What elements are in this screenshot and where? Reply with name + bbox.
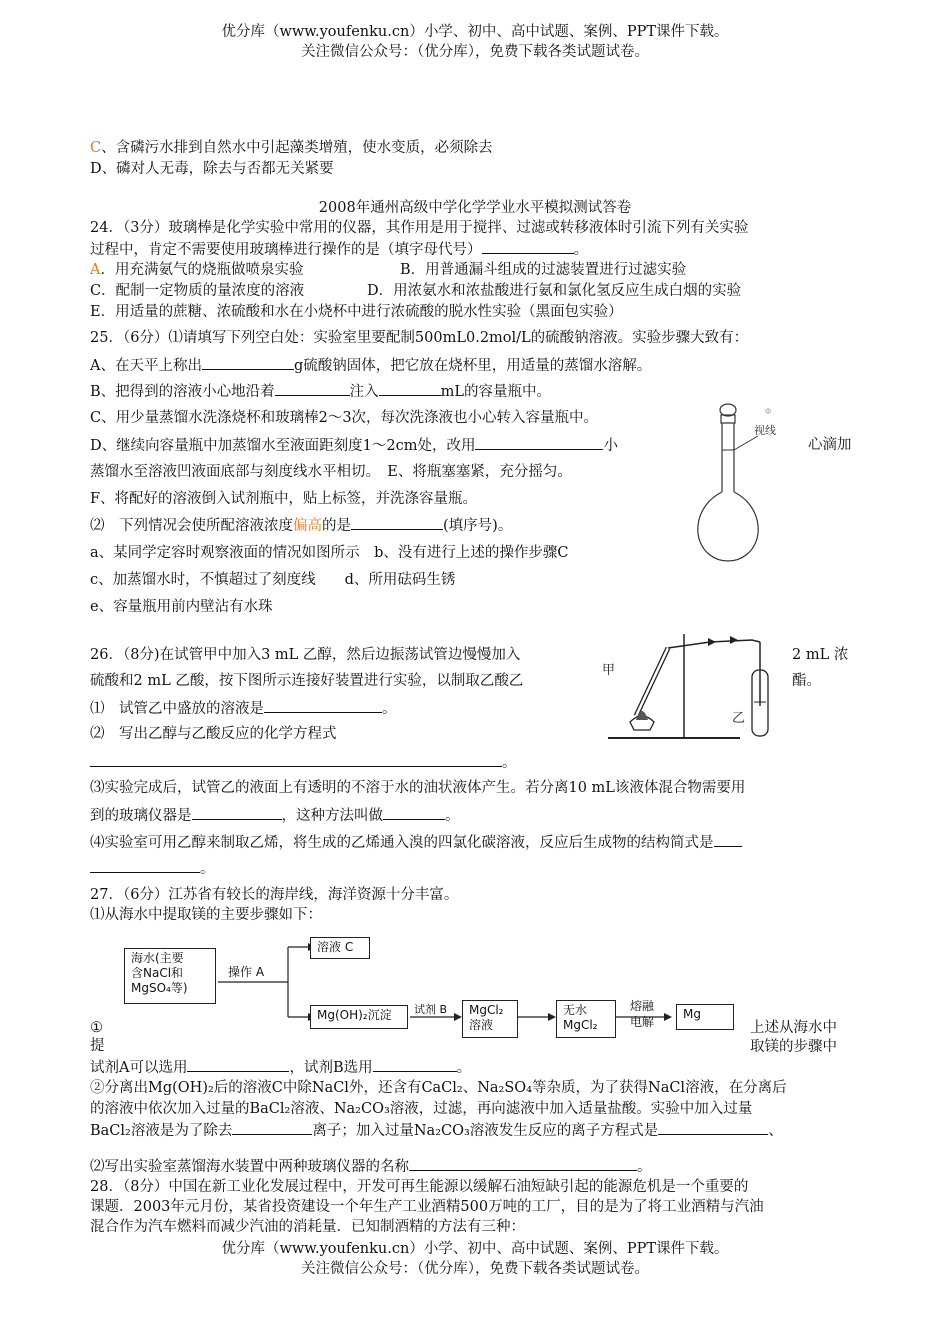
q26-structure-blank-2[interactable] bbox=[90, 858, 200, 873]
q27-c2e-text: 、 bbox=[768, 1123, 783, 1139]
q27-glassware-blank[interactable] bbox=[409, 1156, 637, 1171]
q23-option-c bbox=[90, 138, 493, 158]
q26-p3d-text: 。 bbox=[445, 808, 460, 824]
q25-a-1: A、在天平上称出 bbox=[90, 358, 202, 374]
q25-volume-blank[interactable] bbox=[379, 381, 441, 396]
q24-stem-2-end: 。 bbox=[573, 242, 588, 258]
page-title: 2008年通州高级中学化学学业水平模拟测试答卷 bbox=[318, 200, 632, 216]
q26-method-blank[interactable] bbox=[383, 805, 445, 820]
faint-mark: Φ bbox=[765, 407, 772, 416]
q25-step-b bbox=[90, 381, 551, 402]
q25-step-a bbox=[90, 355, 651, 376]
tube-yi-label: 乙 bbox=[732, 711, 746, 726]
mgcl2-sol-line-2: 溶液 bbox=[469, 1018, 494, 1032]
q27-c1y-text: ，试剂B选用 bbox=[289, 1060, 373, 1076]
q25-d-2: 小 bbox=[603, 438, 618, 454]
seawater-line-3: MgSO₄等) bbox=[131, 981, 188, 995]
seawater-line-2: 含NaCl和 bbox=[131, 966, 184, 980]
q27-reagent-b-blank[interactable] bbox=[373, 1057, 457, 1072]
q25-a-2: g硫酸钠固体，把它放在烧杯里，用适量的蒸馏水溶解。 bbox=[293, 358, 652, 374]
q27-ionic-equation-blank[interactable] bbox=[658, 1120, 768, 1135]
q25-p2-a: ⑵ 下列情况会使所配溶液浓度 bbox=[90, 518, 293, 534]
q25-instrument-blank[interactable] bbox=[275, 381, 350, 396]
q26-p1-text: ⑴ 试管乙中盛放的溶液是 bbox=[90, 701, 264, 717]
flow-mgoh2-box: Mg(OH)₂沉淀 bbox=[310, 1005, 408, 1029]
q26-part-4-cont bbox=[90, 858, 215, 879]
q25-options-cd: c、加蒸馏水时，不慎超过了刻度线 d、所用砝码生锈 bbox=[90, 572, 456, 588]
q27-c2-line-3 bbox=[90, 1120, 783, 1141]
q24-stem-1: 24．（3分）玻璃棒是化学实验中常用的仪器，其作用是用于搅拌、过滤或转移液体时引流下列有关实验 bbox=[90, 220, 749, 236]
q24-a-letter: A bbox=[90, 262, 101, 278]
q25-p2-highlight: 偏高 bbox=[293, 518, 322, 534]
sightline-label: 视线 bbox=[754, 424, 776, 437]
q26-p2-end: 。 bbox=[502, 755, 517, 771]
flow-seawater-box bbox=[124, 948, 216, 1004]
anhydrous-line-2: MgCl₂ bbox=[563, 1018, 598, 1032]
flow-op-a-label: 操作 A bbox=[228, 965, 265, 979]
electrolysis-line-1: 熔融 bbox=[630, 999, 655, 1013]
q27-c2c-text: BaCl₂溶液是为了除去 bbox=[90, 1123, 233, 1139]
q26-equation-blank[interactable] bbox=[90, 752, 502, 767]
q28-line-1: 28．（8分）中国在新工业化发展过程中，开发可再生能源以缓解石油短缺引起的能源危机是一个重要的 bbox=[90, 1179, 749, 1195]
q24-option-b: B．用普通漏斗组成的过滤装置进行过滤实验 bbox=[400, 262, 687, 278]
q26-stem-1-right: 2 mL 浓 bbox=[792, 647, 849, 663]
flow-reagent-b-label: 试剂 B bbox=[414, 1003, 448, 1016]
q25-p2-d: (填序号)。 bbox=[443, 518, 513, 534]
q25-step-d-cont: 蒸馏水至溶液凹液面底部与刻度线水平相切。 E、将瓶塞塞紧，充分摇匀。 bbox=[90, 464, 572, 480]
q27-part-2 bbox=[90, 1156, 652, 1177]
q27-c2d-text: 离子；加入过量Na₂CO₃溶液发生反应的离子方程式是 bbox=[312, 1123, 659, 1139]
q26-part-1 bbox=[90, 698, 397, 719]
q25-d-1: D、继续向容量瓶中加蒸馏水至液面距刻度1～2cm处，改用 bbox=[90, 438, 476, 454]
q24-stem-2 bbox=[90, 239, 588, 260]
q27-reagent-a-blank[interactable] bbox=[187, 1057, 289, 1072]
q27-c1x-text: 试剂A可以选用 bbox=[90, 1060, 188, 1076]
volumetric-flask-figure bbox=[690, 400, 800, 570]
seawater-line-1: 海水(主要 bbox=[131, 951, 184, 965]
q27-c1-char: 提 bbox=[90, 1038, 105, 1054]
q26-p4-end: 。 bbox=[200, 861, 215, 877]
q25-step-d bbox=[90, 435, 618, 456]
mgcl2-sol-line-1: MgCl₂ bbox=[469, 1003, 504, 1017]
q25-stem: 25．（6分）⑴请填写下列空白处：实验室里要配制500mL0.2mol/L的硫酸钠溶液。实验步骤大致有： bbox=[90, 330, 749, 346]
q24-answer-blank[interactable] bbox=[482, 239, 574, 254]
flow-mgcl2-solution-box bbox=[462, 1000, 518, 1038]
q27-c1-marker: ① bbox=[90, 1020, 103, 1036]
q25-part-2 bbox=[90, 515, 512, 536]
q26-structure-blank-1[interactable] bbox=[714, 832, 742, 847]
footer-line-1: 优分库（www.youfenku.cn）小学、初中、高中试题、案例、PPT课件下载。 bbox=[221, 1241, 729, 1257]
q26-stem-2-right: 酯。 bbox=[792, 673, 821, 689]
q27-c1-right-1: 上述从海水中 bbox=[750, 1020, 837, 1036]
q25-b-1: B、把得到的溶液小心地沿着 bbox=[90, 384, 275, 400]
q26-stem-2: 硫酸和2 mL 乙酸，按下图所示连接好装置进行实验，以制取乙酸乙 bbox=[90, 673, 524, 689]
q27-c1z-text: 。 bbox=[456, 1060, 472, 1076]
q25-options-ab: a、某同学定容时观察液面的情况如图所示 b、没有进行上述的操作步骤C bbox=[90, 545, 569, 561]
flow-electrolysis-label bbox=[630, 998, 654, 1030]
q27-stem: 27．（6分）江苏省有较长的海岸线，海洋资源十分丰富。 bbox=[90, 887, 459, 903]
q26-part-3a: ⑶实验完成后，试管乙的液面上有透明的不溶于水的油状液体产生。若分离10 mL该液体混合物需要用 bbox=[90, 780, 746, 796]
q24-stem-2-text: 过程中，肯定不需要使用玻璃棒进行操作的是（填字母代号） bbox=[90, 242, 482, 258]
q25-b-2: 注入 bbox=[349, 384, 379, 400]
q24-option-c: C．配制一定物质的量浓度的溶液 bbox=[90, 283, 305, 299]
header-line-1: 优分库（www.youfenku.cn）小学、初中、高中试题、案例、PPT课件下载。 bbox=[221, 24, 729, 40]
q27-part-1: ⑴从海水中提取镁的主要步骤如下： bbox=[90, 907, 322, 923]
q28-line-3: 混合作为汽车燃料而减少汽油的消耗量．已知制酒精的方法有三种： bbox=[90, 1219, 525, 1235]
q26-solution-blank[interactable] bbox=[264, 698, 382, 713]
q28-line-2: 课题．2003年元月份，某省投资建设一个年生产工业酒精500万吨的工厂，目的是为了将工业酒精与汽油 bbox=[90, 1199, 764, 1215]
q27-p2-text: ⑵写出实验室蒸馏海水装置中两种玻璃仪器的名称 bbox=[90, 1159, 409, 1175]
q26-p4-text: ⑷实验室可用乙醇来制取乙烯，将生成的乙烯通入溴的四氯化碳溶液，反应后生成物的结构简式是 bbox=[90, 835, 714, 851]
anhydrous-line-1: 无水 bbox=[563, 1003, 588, 1017]
header-line-2: 关注微信公众号：（优分库），免费下载各类试题试卷。 bbox=[301, 44, 649, 60]
q23-c-text: 、含磷污水排到自然水中引起藻类增殖，使水变质，必须除去 bbox=[101, 140, 493, 156]
electrolysis-line-2: 电解 bbox=[630, 1015, 655, 1029]
q26-p1-end: 。 bbox=[382, 701, 397, 717]
flow-solution-c-box: 溶液 C bbox=[310, 937, 370, 959]
q26-part-2: ⑵ 写出乙醇与乙酸反应的化学方程式 bbox=[90, 726, 337, 742]
q24-option-e: E．用适量的蔗糖、浓硫酸和水在小烧杯中进行浓硫酸的脱水性实验（黑面包实验） bbox=[90, 304, 623, 320]
ester-apparatus-figure bbox=[600, 630, 790, 742]
q27-ion-blank[interactable] bbox=[232, 1120, 312, 1135]
q27-c1-right-2: 取镁的步骤中 bbox=[750, 1039, 837, 1055]
q23-option-d: D、磷对人无毒，除去与否都无关紧要 bbox=[90, 161, 334, 177]
q27-p2-end: 。 bbox=[637, 1159, 652, 1175]
q24-option-a bbox=[90, 260, 303, 280]
q26-part-4 bbox=[90, 832, 742, 853]
q26-glassware-blank[interactable] bbox=[192, 805, 282, 820]
flow-anhydrous-mgcl2-box bbox=[556, 1000, 616, 1038]
q25-mass-blank[interactable] bbox=[202, 355, 294, 370]
q24-option-d: D．用浓氨水和浓盐酸进行氨和氯化氢反应生成白烟的实验 bbox=[367, 283, 742, 299]
q25-step-c: C、用少量蒸馏水洗涤烧杯和玻璃棒2～3次，每次洗涤液也小心转入容量瓶中。 bbox=[90, 410, 599, 426]
q25-option-e: e、容量瓶用前内壁沾有水珠 bbox=[90, 599, 273, 615]
q25-dropper-blank[interactable] bbox=[475, 435, 603, 450]
q25-step-d-right: 心滴加 bbox=[808, 437, 852, 453]
footer-line-2: 关注微信公众号：（优分库），免费下载各类试题试卷。 bbox=[301, 1261, 649, 1277]
q24-a-text: ．用充满氨气的烧瓶做喷泉实验 bbox=[100, 262, 304, 278]
q27-c2-line-2: 的溶液中依次加入过量的BaCl₂溶液、Na₂CO₃溶液，过滤，再向滤液中加入适量盐酸。实验中加入过量 bbox=[90, 1101, 753, 1117]
q27-c1-reagents bbox=[90, 1057, 471, 1078]
q26-stem-1: 26．（8分)在试管甲中加入3 mL 乙醇，然后边振荡试管边慢慢加入 bbox=[90, 647, 521, 663]
q25-option-blank[interactable] bbox=[351, 515, 443, 530]
flow-mg-box: Mg bbox=[676, 1004, 734, 1030]
q26-equation-line bbox=[90, 752, 517, 773]
q27-c2-line-1: ②分离出Mg(OH)₂后的溶液C中除NaCl外，还含有CaCl₂、Na₂SO₄等杂质，为了获得NaCl溶液，在分离后 bbox=[90, 1080, 787, 1096]
q26-p3c-text: ，这种方法叫做 bbox=[281, 808, 383, 824]
q25-b-3: mL的容量瓶中。 bbox=[440, 384, 552, 400]
q26-part-3b bbox=[90, 805, 460, 826]
q26-p3b-text: 到的玻璃仪器是 bbox=[90, 808, 192, 824]
q25-p2-c: 的是 bbox=[322, 518, 351, 534]
q25-step-f: F、将配好的溶液倒入试剂瓶中，贴上标签，并洗涤容量瓶。 bbox=[90, 491, 478, 507]
tube-jia-label: 甲 bbox=[602, 663, 616, 678]
q23-c-letter: C bbox=[90, 140, 102, 156]
